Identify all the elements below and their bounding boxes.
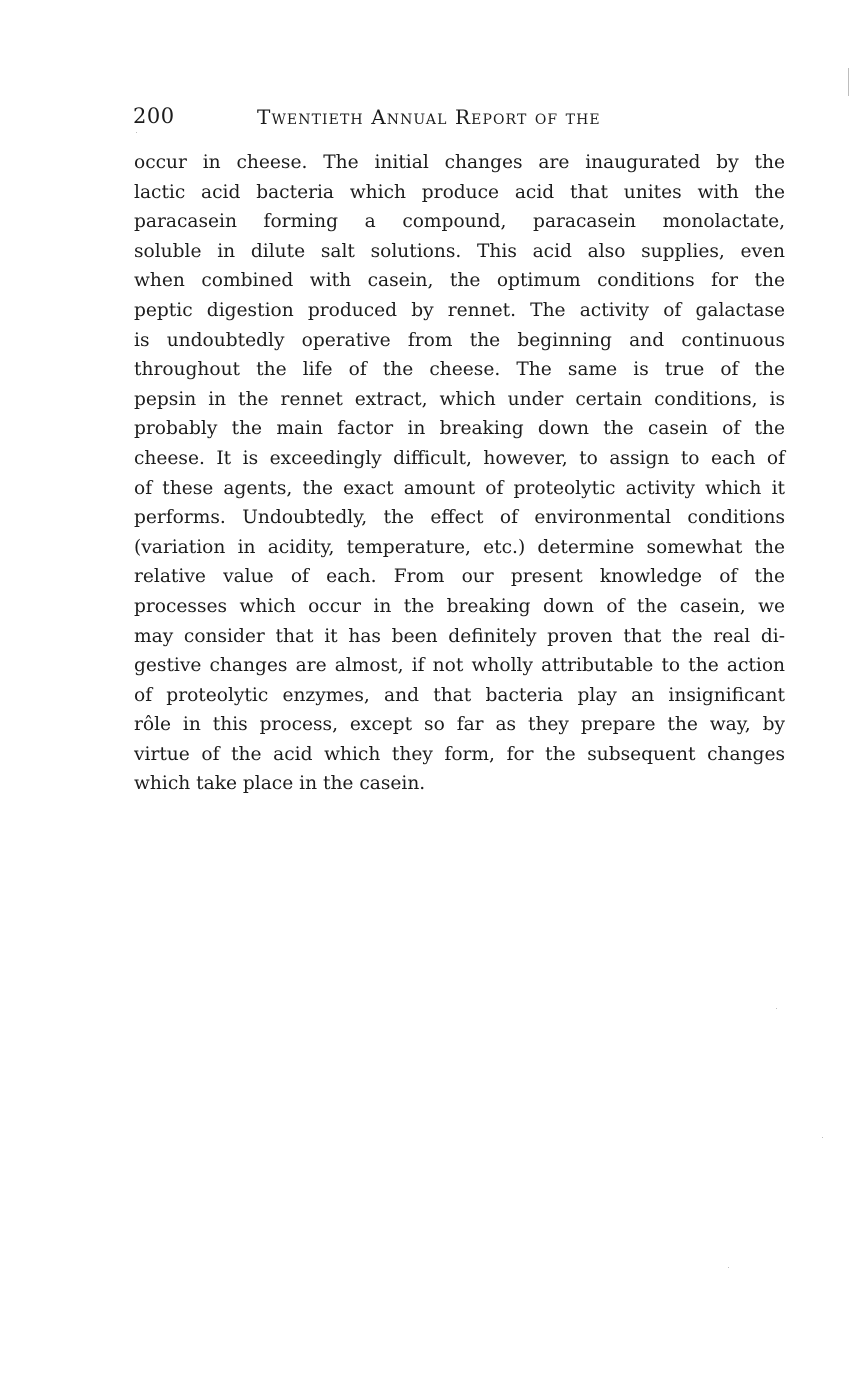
- text-line: paracasein forming a compound, paracasein monolactate,: [134, 211, 785, 233]
- scan-speck: [776, 1008, 777, 1009]
- text-line: pepsin in the rennet extract, which under certain conditions, is: [134, 388, 785, 410]
- text-line: relative value of each. From our present knowledge of the: [134, 566, 785, 588]
- text-line: of proteolytic enzymes, and that bacteria play an insignificant: [134, 684, 785, 706]
- text-line: occur in cheese. The initial changes are inaugurated by the: [134, 152, 785, 173]
- text-line: soluble in dilute salt solutions. This acid also supplies, even: [134, 240, 785, 262]
- scan-speck: [848, 68, 849, 96]
- text-line: performs. Undoubtedly, the effect of environmental conditions: [134, 507, 785, 529]
- text-line: of these agents, the exact amount of proteolytic activity which it: [134, 477, 785, 499]
- page-number: 200: [133, 104, 175, 128]
- text-line: gestive changes are almost, if not wholly attributable to the action: [134, 655, 785, 677]
- text-line: peptic digestion produced by rennet. The activity of galactase: [134, 299, 785, 321]
- text-line: rôle in this process, except so far as they prepare the way, by: [134, 714, 785, 736]
- text-line: processes which occur in the breaking down of the casein, we: [134, 595, 785, 617]
- running-header: [133, 104, 783, 134]
- text-line: lactic acid bacteria which produce acid that unites with the: [134, 181, 785, 203]
- text-line: when combined with casein, the optimum conditions for the: [134, 270, 785, 292]
- scan-speck: [728, 1267, 729, 1268]
- text-line: (variation in acidity, temperature, etc.) determine somewhat the: [134, 536, 785, 558]
- body-paragraph: [134, 148, 785, 799]
- text-line: throughout the life of the cheese. The same is true of the: [134, 359, 785, 381]
- running-title: Twentieth Annual Report of the: [257, 105, 601, 129]
- scan-speck: [822, 1137, 823, 1138]
- text-line: which take place in the casein.: [134, 773, 426, 795]
- text-line: may consider that it has been definitely proven that the real di-: [134, 625, 785, 647]
- text-line: probably the main factor in breaking down the casein of the: [134, 418, 785, 440]
- text-line: cheese. It is exceedingly difficult, however, to assign to each of: [134, 447, 785, 469]
- scan-speck: [136, 132, 137, 133]
- text-line: virtue of the acid which they form, for the subsequent changes: [134, 743, 785, 765]
- text-line: is undoubtedly operative from the beginning and continuous: [134, 329, 785, 351]
